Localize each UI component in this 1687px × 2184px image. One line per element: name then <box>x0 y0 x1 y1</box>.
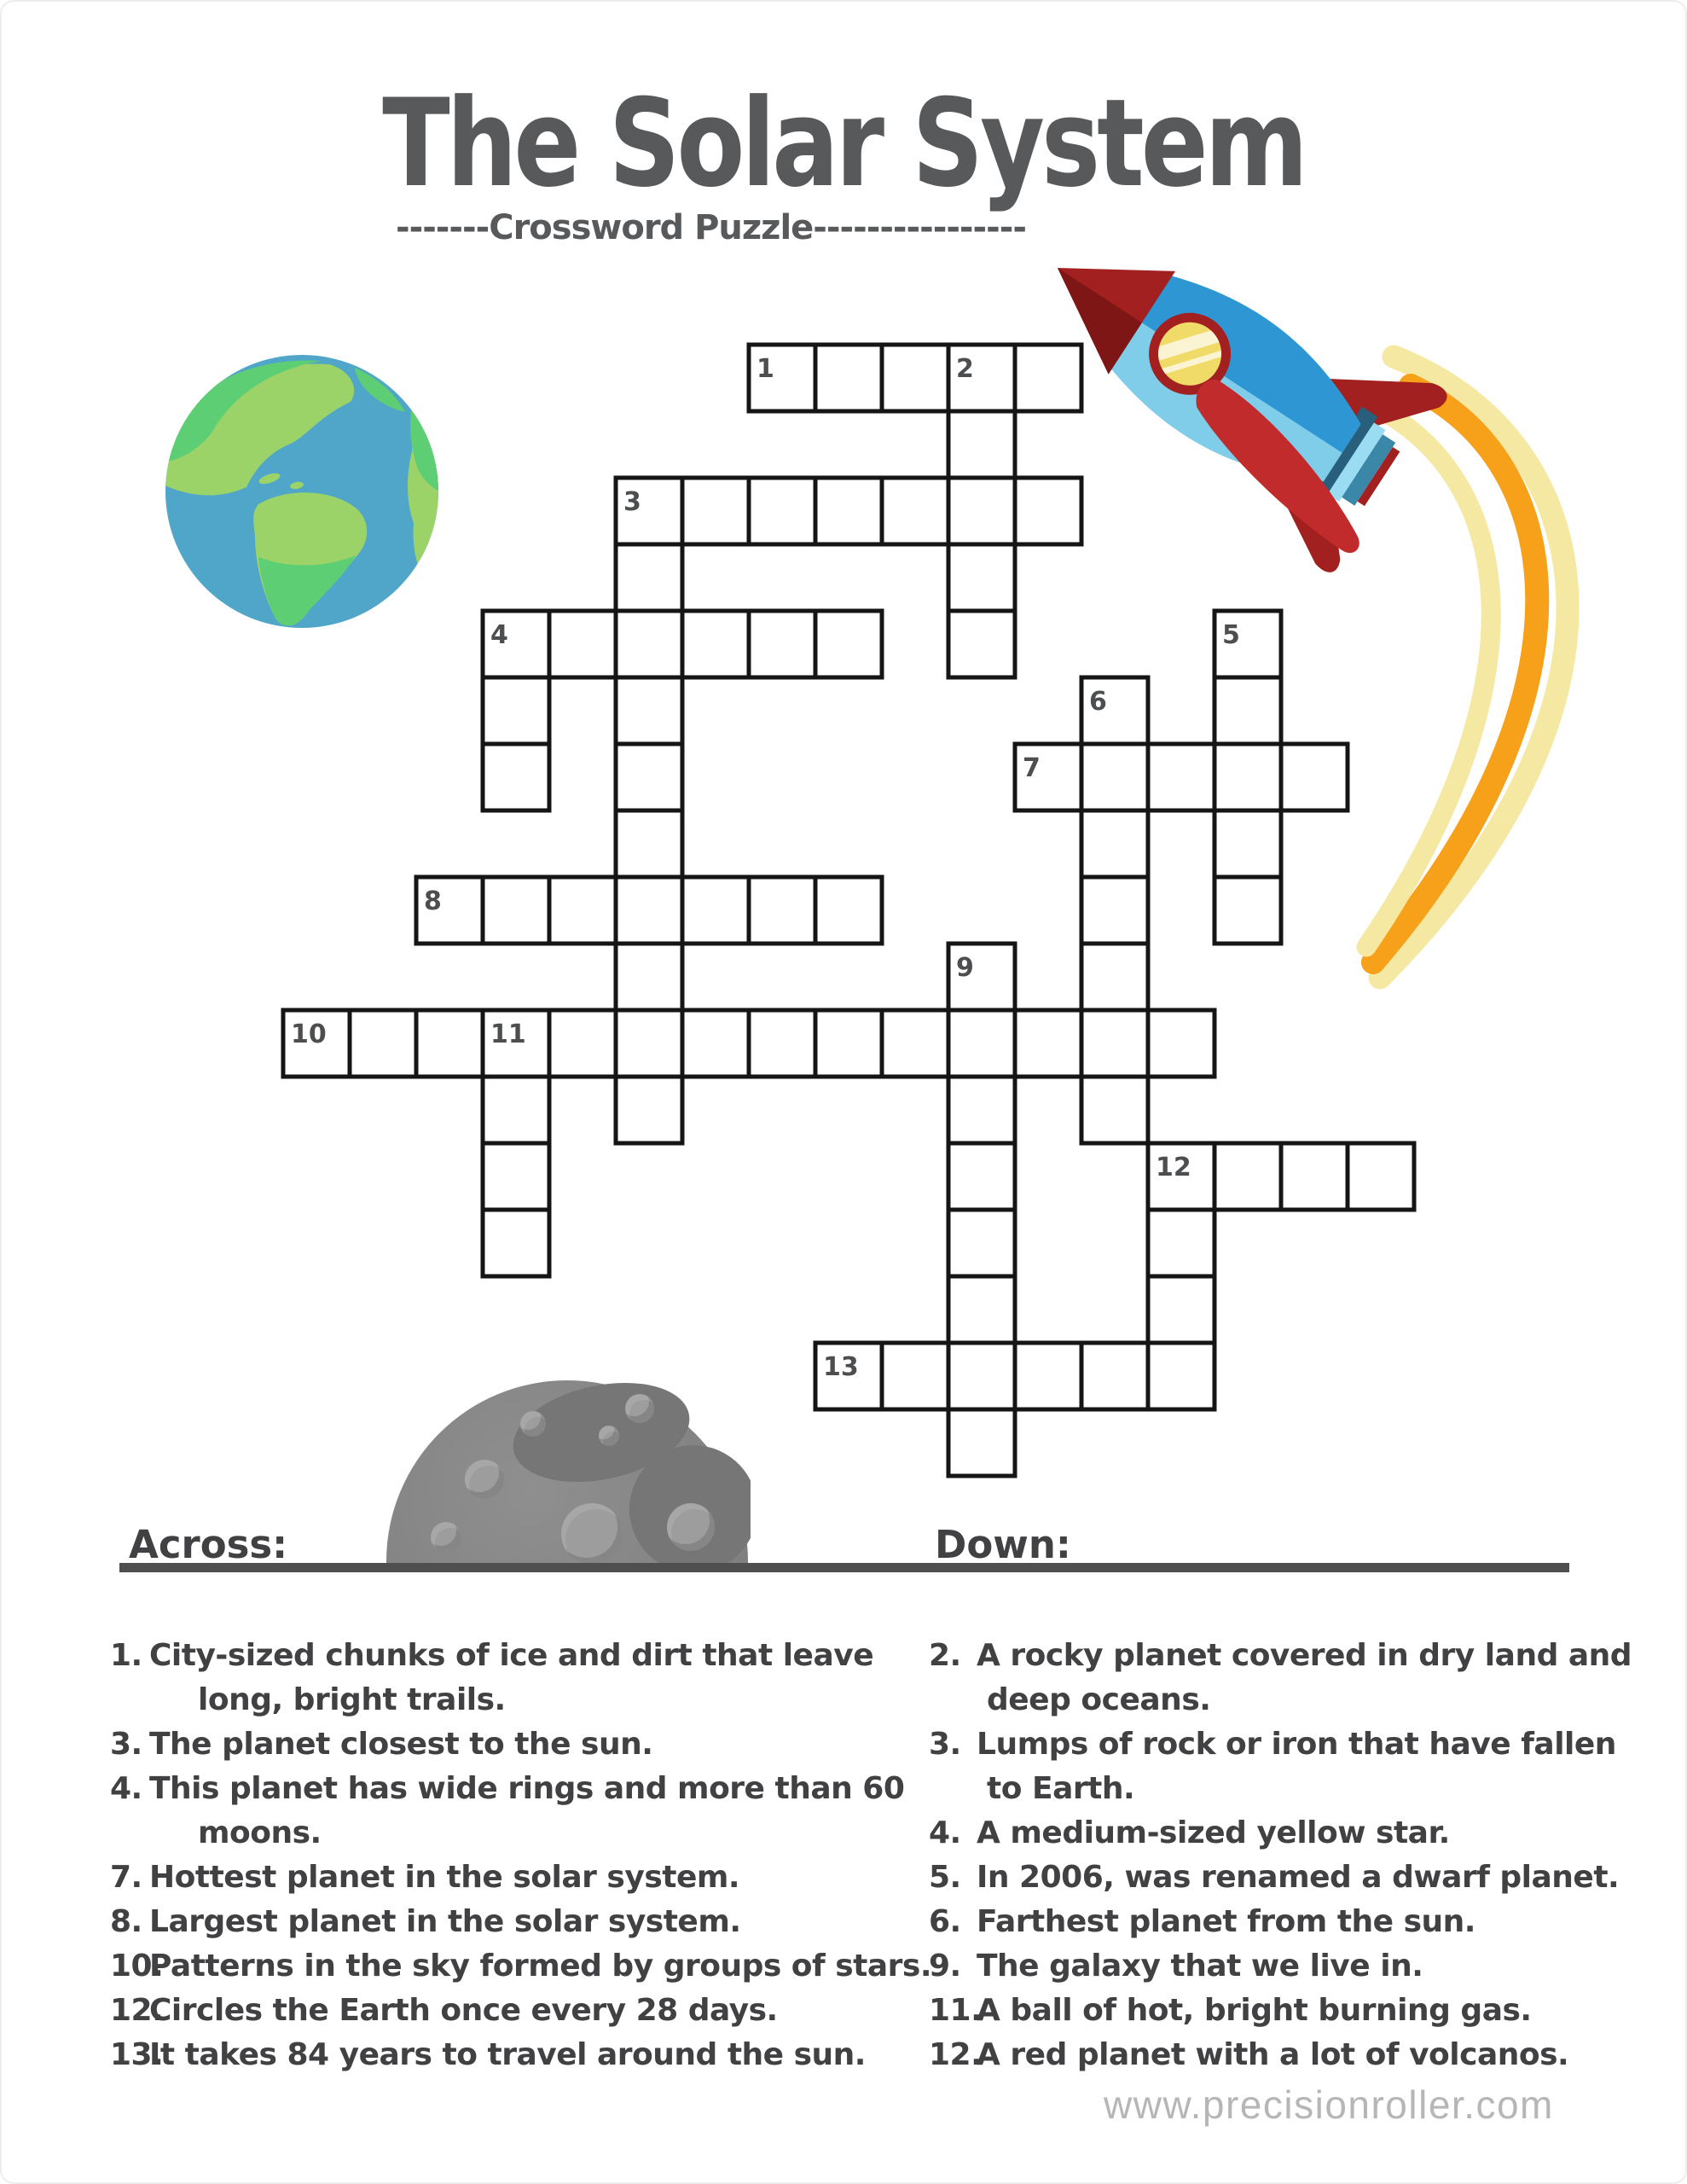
grid-cell[interactable] <box>616 611 682 677</box>
grid-cell[interactable] <box>749 877 815 944</box>
grid-cell[interactable] <box>1148 1010 1215 1077</box>
clue-row <box>110 1989 778 2033</box>
clue-text-line: The planet closest to the sun. <box>149 1727 653 1762</box>
clue-row <box>110 1900 741 1944</box>
grid-cell[interactable] <box>948 1077 1015 1143</box>
grid-cell[interactable] <box>1215 677 1281 744</box>
grid-cell[interactable] <box>1215 810 1281 877</box>
grid-cell[interactable] <box>483 744 549 810</box>
grid-cell-number: 5 <box>1222 620 1240 650</box>
grid-cell[interactable] <box>1281 1143 1348 1210</box>
grid-cell[interactable] <box>616 877 682 944</box>
clue-number: 8. <box>110 1904 142 1939</box>
grid-cell[interactable] <box>948 1143 1015 1210</box>
grid-cell[interactable] <box>1148 1343 1215 1409</box>
grid-cell[interactable] <box>882 478 948 544</box>
clue-text-line: A medium-sized yellow star. <box>977 1815 1450 1850</box>
footer-url: www.precisionroller.com <box>1104 2082 1554 2127</box>
grid-cell[interactable] <box>948 1010 1015 1077</box>
grid-cell[interactable] <box>1148 1276 1215 1343</box>
grid-cell[interactable] <box>882 1343 948 1409</box>
clue-number: 12. <box>110 1993 164 2028</box>
page-title: The Solar System <box>382 73 1305 214</box>
clue-row <box>110 1722 652 1767</box>
grid-cell[interactable] <box>1081 1077 1148 1143</box>
page-subtitle: -------Crossword Puzzle---------------- <box>396 208 1026 247</box>
grid-cell[interactable] <box>882 345 948 411</box>
grid-cell[interactable] <box>549 1010 616 1077</box>
grid-cell[interactable] <box>483 677 549 744</box>
grid-cell[interactable] <box>1081 877 1148 944</box>
clue-text-line: long, bright trails. <box>198 1682 506 1717</box>
clue-number: 10. <box>110 1949 164 1984</box>
grid-cell[interactable] <box>682 1010 749 1077</box>
grid-cell[interactable] <box>483 1077 549 1143</box>
grid-cell[interactable] <box>948 1343 1015 1409</box>
grid-cell[interactable] <box>815 345 882 411</box>
grid-cell[interactable] <box>1081 1010 1148 1077</box>
grid-cell[interactable] <box>483 1210 549 1276</box>
clue-text-line: deep oceans. <box>987 1682 1211 1717</box>
grid-cell[interactable] <box>1215 744 1281 810</box>
grid-cell[interactable] <box>682 478 749 544</box>
grid-cell[interactable] <box>948 1210 1015 1276</box>
clue-text-line: In 2006, was renamed a dwarf planet. <box>977 1860 1620 1895</box>
grid-cell-number: 2 <box>956 354 974 384</box>
grid-cell[interactable] <box>948 411 1015 478</box>
clue-number: 6. <box>929 1904 961 1939</box>
down-header: Down: <box>935 1522 1071 1567</box>
grid-cell[interactable] <box>1015 345 1081 411</box>
grid-cell-number: 1 <box>757 354 774 384</box>
grid-cell[interactable] <box>682 877 749 944</box>
grid-cell[interactable] <box>1081 944 1148 1010</box>
clue-number: 13. <box>110 2037 164 2072</box>
crossword-grid <box>2 2 1687 1537</box>
clue-row <box>110 1634 873 1722</box>
grid-cell[interactable] <box>815 478 882 544</box>
grid-cell-number: 7 <box>1023 753 1041 783</box>
grid-cell[interactable] <box>682 611 749 677</box>
grid-cell[interactable] <box>815 877 882 944</box>
grid-cell[interactable] <box>948 1409 1015 1476</box>
clue-number: 7. <box>110 1860 142 1895</box>
clue-text-line: Patterns in the sky formed by groups of stars. <box>149 1949 932 1984</box>
grid-cell[interactable] <box>815 1010 882 1077</box>
clue-text-line: The galaxy that we live in. <box>977 1949 1423 1984</box>
grid-cell[interactable] <box>815 611 882 677</box>
clue-number: 4. <box>929 1815 961 1850</box>
grid-cell[interactable] <box>483 1143 549 1210</box>
grid-cell[interactable] <box>1015 1010 1081 1077</box>
grid-cell[interactable] <box>948 611 1015 677</box>
grid-cell-number: 6 <box>1089 687 1107 717</box>
grid-cell-number: 4 <box>490 620 508 650</box>
grid-cell[interactable] <box>1015 478 1081 544</box>
clue-text-line: A ball of hot, bright burning gas. <box>977 1993 1532 2028</box>
clue-text-line: Lumps of rock or iron that have fallen <box>977 1727 1616 1762</box>
grid-cell[interactable] <box>749 611 815 677</box>
grid-cell-number: 9 <box>956 953 974 983</box>
clue-number: 3. <box>110 1727 142 1762</box>
grid-cell[interactable] <box>616 944 682 1010</box>
across-header: Across: <box>129 1522 288 1567</box>
grid-cell[interactable] <box>1015 1343 1081 1409</box>
clue-text-line: moons. <box>198 1815 322 1850</box>
grid-cell[interactable] <box>1215 877 1281 944</box>
clue-row <box>929 1634 1632 1722</box>
clue-text-line: City-sized chunks of ice and dirt that leave <box>149 1638 874 1673</box>
grid-cell[interactable] <box>616 744 682 810</box>
grid-cell[interactable] <box>616 1010 682 1077</box>
clue-number: 5. <box>929 1860 961 1895</box>
grid-cell-number: 12 <box>1156 1153 1191 1182</box>
clue-row <box>929 1989 1532 2033</box>
grid-cell[interactable] <box>549 611 616 677</box>
clue-text-line: A red planet with a lot of volcanos. <box>977 2037 1569 2072</box>
clue-number: 4. <box>110 1771 142 1806</box>
grid-cell[interactable] <box>1348 1143 1414 1210</box>
clue-row <box>929 1722 1616 1811</box>
clue-text-line: Largest planet in the solar system. <box>149 1904 741 1939</box>
clue-text-line: It takes 84 years to travel around the sun. <box>149 2037 866 2072</box>
clue-row <box>110 1944 931 1989</box>
clue-number: 1. <box>110 1638 142 1673</box>
clue-number: 12. <box>929 2037 983 2072</box>
clue-row <box>929 1856 1619 1900</box>
clue-text-line: Hottest planet in the solar system. <box>149 1860 740 1895</box>
clue-text-line: This planet has wide rings and more than 60 <box>149 1771 905 1806</box>
grid-cell[interactable] <box>616 810 682 877</box>
grid-cell[interactable] <box>483 877 549 944</box>
grid-cell[interactable] <box>1081 1343 1148 1409</box>
grid-cell-number: 3 <box>623 487 641 517</box>
grid-cell-number: 13 <box>823 1352 859 1382</box>
grid-cell[interactable] <box>616 544 682 611</box>
clue-number: 9. <box>929 1949 961 1984</box>
clue-text-line: A rocky planet covered in dry land and <box>977 1638 1632 1673</box>
grid-cell[interactable] <box>948 478 1015 544</box>
grid-cell[interactable] <box>749 1010 815 1077</box>
clue-row <box>110 2033 866 2077</box>
grid-cell[interactable] <box>1081 810 1148 877</box>
grid-cell[interactable] <box>1081 744 1148 810</box>
grid-cell-number: 11 <box>490 1019 526 1049</box>
clue-row <box>929 1811 1450 1856</box>
grid-cell-number: 8 <box>424 886 442 916</box>
clue-text-line: to Earth. <box>987 1771 1135 1806</box>
grid-cell[interactable] <box>416 1010 483 1077</box>
clue-number: 3. <box>929 1727 961 1762</box>
grid-cell[interactable] <box>1215 1143 1281 1210</box>
clue-row <box>929 2033 1568 2077</box>
clue-row <box>110 1856 739 1900</box>
grid-cell[interactable] <box>882 1010 948 1077</box>
grid-cell[interactable] <box>749 478 815 544</box>
clue-number: 2. <box>929 1638 961 1673</box>
grid-cell[interactable] <box>948 1276 1015 1343</box>
grid-cell-number: 10 <box>291 1019 327 1049</box>
grid-cell[interactable] <box>616 677 682 744</box>
grid-cell[interactable] <box>1148 1210 1215 1276</box>
grid-cell[interactable] <box>1148 744 1215 810</box>
clue-number: 11. <box>929 1993 983 2028</box>
clue-row <box>110 1767 904 1856</box>
clue-row <box>929 1900 1475 1944</box>
clue-row <box>929 1944 1423 1989</box>
clue-text-line: Circles the Earth once every 28 days. <box>149 1993 778 2028</box>
section-divider <box>119 1563 1569 1572</box>
grid-cell[interactable] <box>1281 744 1348 810</box>
grid-cell[interactable] <box>549 877 616 944</box>
grid-cell[interactable] <box>350 1010 416 1077</box>
grid-cell[interactable] <box>616 1077 682 1143</box>
clue-text-line: Farthest planet from the sun. <box>977 1904 1475 1939</box>
grid-cell[interactable] <box>948 544 1015 611</box>
